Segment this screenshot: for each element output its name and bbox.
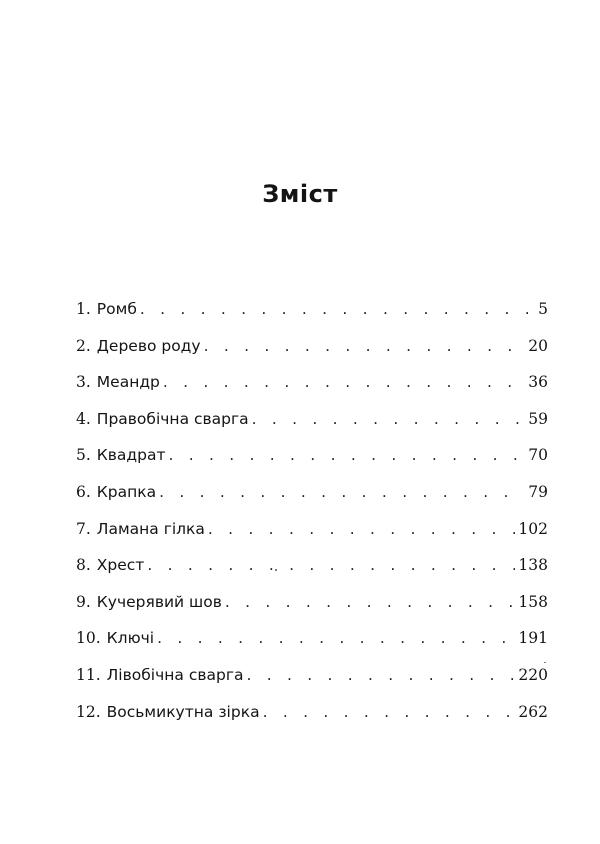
toc-entry-number: 4. bbox=[76, 409, 91, 428]
toc-entry-title: Кучерявий шов bbox=[96, 592, 222, 611]
toc-entry-page: 191 bbox=[518, 629, 548, 648]
toc-entry-number: 12. bbox=[76, 702, 101, 721]
toc-entry bbox=[76, 520, 548, 557]
scan-speck bbox=[275, 569, 277, 571]
dot-leader bbox=[252, 410, 526, 428]
dot-leader bbox=[225, 593, 516, 611]
toc-entry-number: 11. bbox=[76, 665, 101, 684]
toc-entry-number: 8. bbox=[76, 556, 91, 575]
dot-leader bbox=[147, 556, 515, 574]
toc-entry bbox=[76, 300, 548, 337]
toc-entry bbox=[76, 593, 548, 630]
toc-entry-page: 158 bbox=[518, 592, 548, 611]
toc-entry-number: 1. bbox=[76, 300, 91, 318]
toc-entry-page: 36 bbox=[528, 373, 548, 392]
toc-entry bbox=[76, 337, 548, 374]
dot-leader bbox=[159, 483, 525, 501]
dot-leader bbox=[263, 703, 516, 721]
toc-entry-number: 10. bbox=[76, 629, 101, 648]
toc-entry-title: Лівобічна сварга bbox=[106, 665, 244, 684]
dot-leader bbox=[163, 373, 525, 391]
dot-leader bbox=[208, 520, 515, 538]
toc-entry bbox=[76, 629, 548, 666]
toc-entry-page: 59 bbox=[528, 409, 548, 428]
table-of-contents bbox=[76, 300, 548, 739]
toc-entry-number: 2. bbox=[76, 336, 91, 355]
toc-entry-number: 9. bbox=[76, 592, 91, 611]
scan-speck bbox=[544, 662, 546, 663]
toc-entry bbox=[76, 483, 548, 520]
toc-entry-title: Правобічна сварга bbox=[96, 409, 249, 428]
toc-entry-page: 102 bbox=[518, 519, 548, 538]
toc-entry-number: 5. bbox=[76, 446, 91, 465]
toc-entry bbox=[76, 666, 548, 703]
toc-entry-title: Восьмикутна зірка bbox=[106, 702, 260, 721]
toc-entry-page: 138 bbox=[518, 556, 548, 575]
dot-leader bbox=[157, 629, 515, 647]
dot-leader bbox=[140, 300, 535, 318]
dot-leader bbox=[169, 446, 526, 464]
toc-entry-title: Ламана гілка bbox=[96, 519, 205, 538]
toc-entry-title: Ключі bbox=[106, 629, 155, 648]
toc-entry-title: Меандр bbox=[96, 373, 160, 392]
toc-entry bbox=[76, 373, 548, 410]
toc-entry-page: 20 bbox=[528, 336, 548, 355]
toc-entry-page: 262 bbox=[518, 702, 548, 721]
toc-entry-title: Дерево роду bbox=[96, 336, 201, 355]
toc-entry-title: Хрест bbox=[96, 556, 145, 575]
dot-leader bbox=[246, 666, 515, 684]
toc-entry bbox=[76, 556, 548, 593]
toc-entry-title: Ромб bbox=[96, 300, 137, 318]
toc-entry-page: 220 bbox=[518, 665, 548, 684]
toc-entry-number: 3. bbox=[76, 373, 91, 392]
toc-entry bbox=[76, 410, 548, 447]
toc-entry-title: Квадрат bbox=[96, 446, 166, 465]
dot-leader bbox=[204, 337, 526, 355]
toc-entry bbox=[76, 703, 548, 740]
page-title: Зміст bbox=[262, 180, 338, 208]
toc-entry bbox=[76, 446, 548, 483]
toc-entry-page: 5 bbox=[538, 300, 548, 318]
toc-entry-number: 7. bbox=[76, 519, 91, 538]
toc-entry-page: 79 bbox=[528, 482, 548, 501]
toc-entry-title: Крапка bbox=[96, 482, 157, 501]
toc-entry-page: 70 bbox=[528, 446, 548, 465]
toc-entry-number: 6. bbox=[76, 482, 91, 501]
